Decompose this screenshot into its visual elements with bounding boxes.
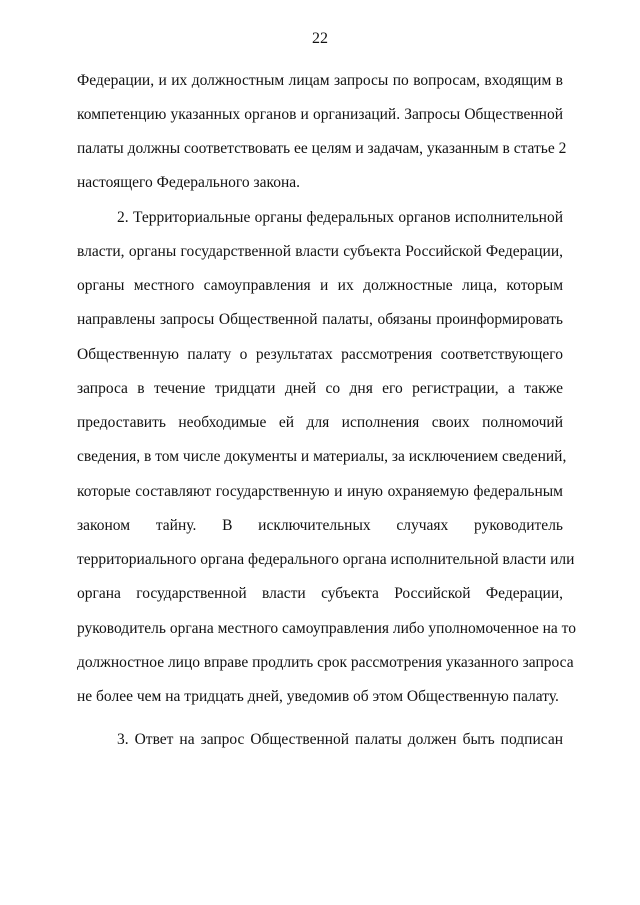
text-line: органы местного самоуправления и их должностные лица, которым [77, 277, 563, 294]
text-line: которые составляют государственную и иную охраняемую федеральным [77, 483, 563, 500]
page-number: 22 [312, 30, 328, 47]
text-line: компетенцию указанных органов и организаций. Запросы Общественной [77, 106, 563, 123]
text-line: сведения, в том числе документы и материалы, за исключением сведений, [77, 448, 567, 465]
text-line: Общественную палату о результатах рассмотрения соответствующего [77, 346, 563, 363]
text-line: настоящего Федерального закона. [77, 174, 301, 191]
text-line: 3. Ответ на запрос Общественной палаты должен быть подписан [117, 731, 563, 748]
text-line: должностное лицо вправе продлить срок рассмотрения указанного запроса [77, 654, 574, 671]
text-line: предоставить необходимые ей для исполнения своих полномочий [77, 414, 563, 431]
text-line: направлены запросы Общественной палаты, обязаны проинформировать [77, 311, 563, 328]
text-line: власти, органы государственной власти субъекта Российской Федерации, [77, 243, 563, 260]
text-line: не более чем на тридцать дней, уведомив об этом Общественную палату. [77, 688, 559, 705]
text-line: палаты должны соответствовать ее целям и задачам, указанным в статье 2 [77, 140, 567, 157]
text-line: 2. Территориальные органы федеральных органов исполнительной [117, 209, 563, 226]
text-line: органа государственной власти субъекта Российской Федерации, [77, 585, 563, 602]
text-line: запроса в течение тридцати дней со дня его регистрации, а также [77, 380, 563, 397]
text-line: руководитель органа местного самоуправления либо уполномоченное на то [77, 620, 576, 637]
text-line: Федерации, и их должностным лицам запросы по вопросам, входящим в [77, 72, 563, 89]
text-line: законом тайну. В исключительных случаях руководитель [77, 517, 563, 534]
text-line: территориального органа федерального органа исполнительной власти или [77, 551, 575, 568]
